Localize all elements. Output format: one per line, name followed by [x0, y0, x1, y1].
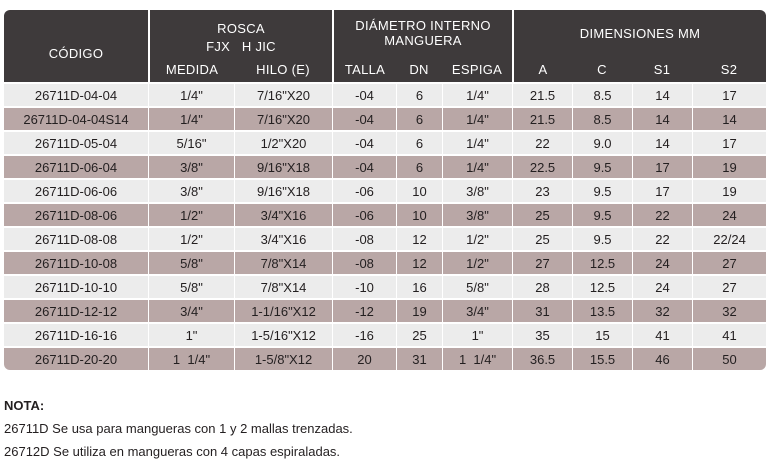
cell-c: 15 — [572, 322, 632, 346]
cell-hilo: 9/16"X18 — [234, 178, 332, 202]
header-espiga: ESPIGA — [442, 56, 512, 82]
cell-espiga: 1" — [442, 322, 512, 346]
cell-talla: -04 — [332, 154, 396, 178]
cell-s2: 27 — [692, 274, 766, 298]
cell-talla: -04 — [332, 82, 396, 106]
cell-medida: 3/8" — [148, 178, 234, 202]
cell-hilo: 1-5/16"X12 — [234, 322, 332, 346]
header-medida: MEDIDA — [148, 56, 234, 82]
cell-medida: 3/8" — [148, 154, 234, 178]
cell-hilo: 1-1/16"X12 — [234, 298, 332, 322]
cell-s1: 22 — [632, 202, 692, 226]
header-a: A — [512, 56, 572, 82]
cell-a: 27 — [512, 250, 572, 274]
table-row — [4, 250, 766, 274]
table-row — [4, 322, 766, 346]
cell-s2: 19 — [692, 178, 766, 202]
cell-hilo: 7/8"X14 — [234, 250, 332, 274]
cell-talla: -06 — [332, 178, 396, 202]
cell-codigo: 26711D-06-06 — [4, 178, 148, 202]
cell-espiga: 3/4" — [442, 298, 512, 322]
cell-s1: 14 — [632, 130, 692, 154]
cell-hilo: 3/4"X16 — [234, 226, 332, 250]
cell-codigo: 26711D-20-20 — [4, 346, 148, 370]
cell-talla: -08 — [332, 250, 396, 274]
cell-c: 9.5 — [572, 226, 632, 250]
table-body — [4, 82, 766, 370]
cell-codigo: 26711D-08-06 — [4, 202, 148, 226]
cell-s1: 22 — [632, 226, 692, 250]
cell-dn: 25 — [396, 322, 442, 346]
cell-talla: -06 — [332, 202, 396, 226]
cell-hilo: 7/16"X20 — [234, 106, 332, 130]
cell-s2: 17 — [692, 82, 766, 106]
cell-a: 35 — [512, 322, 572, 346]
cell-s1: 14 — [632, 106, 692, 130]
cell-a: 21.5 — [512, 82, 572, 106]
cell-codigo: 26711D-05-04 — [4, 130, 148, 154]
header-hilo: HILO (E) — [234, 56, 332, 82]
cell-dn: 6 — [396, 82, 442, 106]
cell-talla: -16 — [332, 322, 396, 346]
spec-table-container — [4, 10, 766, 370]
cell-a: 36.5 — [512, 346, 572, 370]
table-row — [4, 154, 766, 178]
header-c: C — [572, 56, 632, 82]
cell-medida: 3/4" — [148, 298, 234, 322]
cell-hilo: 9/16"X18 — [234, 154, 332, 178]
cell-c: 9.5 — [572, 202, 632, 226]
cell-espiga: 1/4" — [442, 130, 512, 154]
table-row — [4, 82, 766, 106]
cell-talla: -10 — [332, 274, 396, 298]
cell-a: 25 — [512, 202, 572, 226]
table-row — [4, 298, 766, 322]
cell-dn: 16 — [396, 274, 442, 298]
header-s1: S1 — [632, 56, 692, 82]
header-s2: S2 — [692, 56, 766, 82]
table-row — [4, 130, 766, 154]
cell-codigo: 26711D-16-16 — [4, 322, 148, 346]
cell-a: 22.5 — [512, 154, 572, 178]
cell-c: 9.5 — [572, 178, 632, 202]
cell-dn: 12 — [396, 250, 442, 274]
header-talla: TALLA — [332, 56, 396, 82]
header-diametro-group — [332, 10, 512, 56]
cell-c: 12.5 — [572, 274, 632, 298]
cell-talla: -12 — [332, 298, 396, 322]
cell-codigo: 26711D-10-10 — [4, 274, 148, 298]
cell-dn: 6 — [396, 130, 442, 154]
cell-codigo: 26711D-08-08 — [4, 226, 148, 250]
cell-hilo: 7/8"X14 — [234, 274, 332, 298]
cell-a: 31 — [512, 298, 572, 322]
cell-dn: 6 — [396, 106, 442, 130]
cell-a: 22 — [512, 130, 572, 154]
cell-medida: 1/2" — [148, 202, 234, 226]
cell-s2: 24 — [692, 202, 766, 226]
cell-espiga: 1/4" — [442, 106, 512, 130]
notes-title: NOTA: — [4, 398, 45, 413]
cell-c: 15.5 — [572, 346, 632, 370]
cell-medida: 1/4" — [148, 82, 234, 106]
header-dimensiones: DIMENSIONES MM — [512, 10, 766, 56]
cell-codigo: 26711D-04-04S14 — [4, 106, 148, 130]
cell-talla: -04 — [332, 130, 396, 154]
cell-dn: 12 — [396, 226, 442, 250]
note-line-1: 26711D Se usa para mangueras con 1 y 2 mallas trenzadas. — [4, 421, 353, 436]
cell-s2: 17 — [692, 130, 766, 154]
cell-s2: 27 — [692, 250, 766, 274]
cell-s2: 41 — [692, 322, 766, 346]
table-row — [4, 178, 766, 202]
cell-s1: 41 — [632, 322, 692, 346]
table-row — [4, 274, 766, 298]
cell-espiga: 5/8" — [442, 274, 512, 298]
header-dn: DN — [396, 56, 442, 82]
cell-hilo: 3/4"X16 — [234, 202, 332, 226]
cell-espiga: 1/2" — [442, 250, 512, 274]
cell-dn: 19 — [396, 298, 442, 322]
cell-s2: 22/24 — [692, 226, 766, 250]
cell-dn: 10 — [396, 202, 442, 226]
cell-medida: 1 1/4" — [148, 346, 234, 370]
cell-dn: 10 — [396, 178, 442, 202]
cell-c: 8.5 — [572, 106, 632, 130]
cell-s1: 17 — [632, 178, 692, 202]
cell-a: 21.5 — [512, 106, 572, 130]
cell-espiga: 3/8" — [442, 202, 512, 226]
cell-codigo: 26711D-10-08 — [4, 250, 148, 274]
cell-s1: 32 — [632, 298, 692, 322]
cell-espiga: 1/2" — [442, 226, 512, 250]
cell-hilo: 1-5/8"X12 — [234, 346, 332, 370]
cell-s1: 46 — [632, 346, 692, 370]
cell-dn: 6 — [396, 154, 442, 178]
cell-c: 9.0 — [572, 130, 632, 154]
table-row — [4, 202, 766, 226]
cell-espiga: 3/8" — [442, 178, 512, 202]
header-codigo: CÓDIGO — [4, 10, 148, 82]
cell-hilo: 1/2"X20 — [234, 130, 332, 154]
header-diametro: DIÁMETRO INTERNO — [355, 18, 491, 33]
table-row — [4, 226, 766, 250]
cell-medida: 5/16" — [148, 130, 234, 154]
header-rosca-sub: FJX H JIC — [148, 36, 332, 56]
table-row — [4, 106, 766, 130]
cell-c: 13.5 — [572, 298, 632, 322]
cell-espiga: 1/4" — [442, 82, 512, 106]
cell-medida: 5/8" — [148, 250, 234, 274]
cell-espiga: 1/4" — [442, 154, 512, 178]
cell-medida: 1/2" — [148, 226, 234, 250]
table-row — [4, 346, 766, 370]
cell-medida: 5/8" — [148, 274, 234, 298]
cell-c: 12.5 — [572, 250, 632, 274]
cell-c: 9.5 — [572, 154, 632, 178]
cell-a: 23 — [512, 178, 572, 202]
cell-s2: 50 — [692, 346, 766, 370]
cell-s2: 19 — [692, 154, 766, 178]
cell-a: 28 — [512, 274, 572, 298]
cell-hilo: 7/16"X20 — [234, 82, 332, 106]
cell-dn: 31 — [396, 346, 442, 370]
note-line-2: 26712D Se utiliza en mangueras con 4 capas espiraladas. — [4, 444, 341, 459]
cell-medida: 1/4" — [148, 106, 234, 130]
cell-talla: -04 — [332, 106, 396, 130]
notes-section — [4, 398, 353, 467]
cell-talla: 20 — [332, 346, 396, 370]
spec-table — [4, 10, 766, 370]
cell-s2: 32 — [692, 298, 766, 322]
cell-a: 25 — [512, 226, 572, 250]
cell-s1: 14 — [632, 82, 692, 106]
cell-s1: 17 — [632, 154, 692, 178]
cell-codigo: 26711D-12-12 — [4, 298, 148, 322]
cell-codigo: 26711D-06-04 — [4, 154, 148, 178]
header-rosca: ROSCA — [148, 10, 332, 36]
cell-s1: 24 — [632, 274, 692, 298]
header-diametro-sub: MANGUERA — [384, 33, 462, 48]
cell-s1: 24 — [632, 250, 692, 274]
cell-espiga: 1 1/4" — [442, 346, 512, 370]
cell-talla: -08 — [332, 226, 396, 250]
cell-c: 8.5 — [572, 82, 632, 106]
cell-codigo: 26711D-04-04 — [4, 82, 148, 106]
cell-s2: 14 — [692, 106, 766, 130]
cell-medida: 1" — [148, 322, 234, 346]
